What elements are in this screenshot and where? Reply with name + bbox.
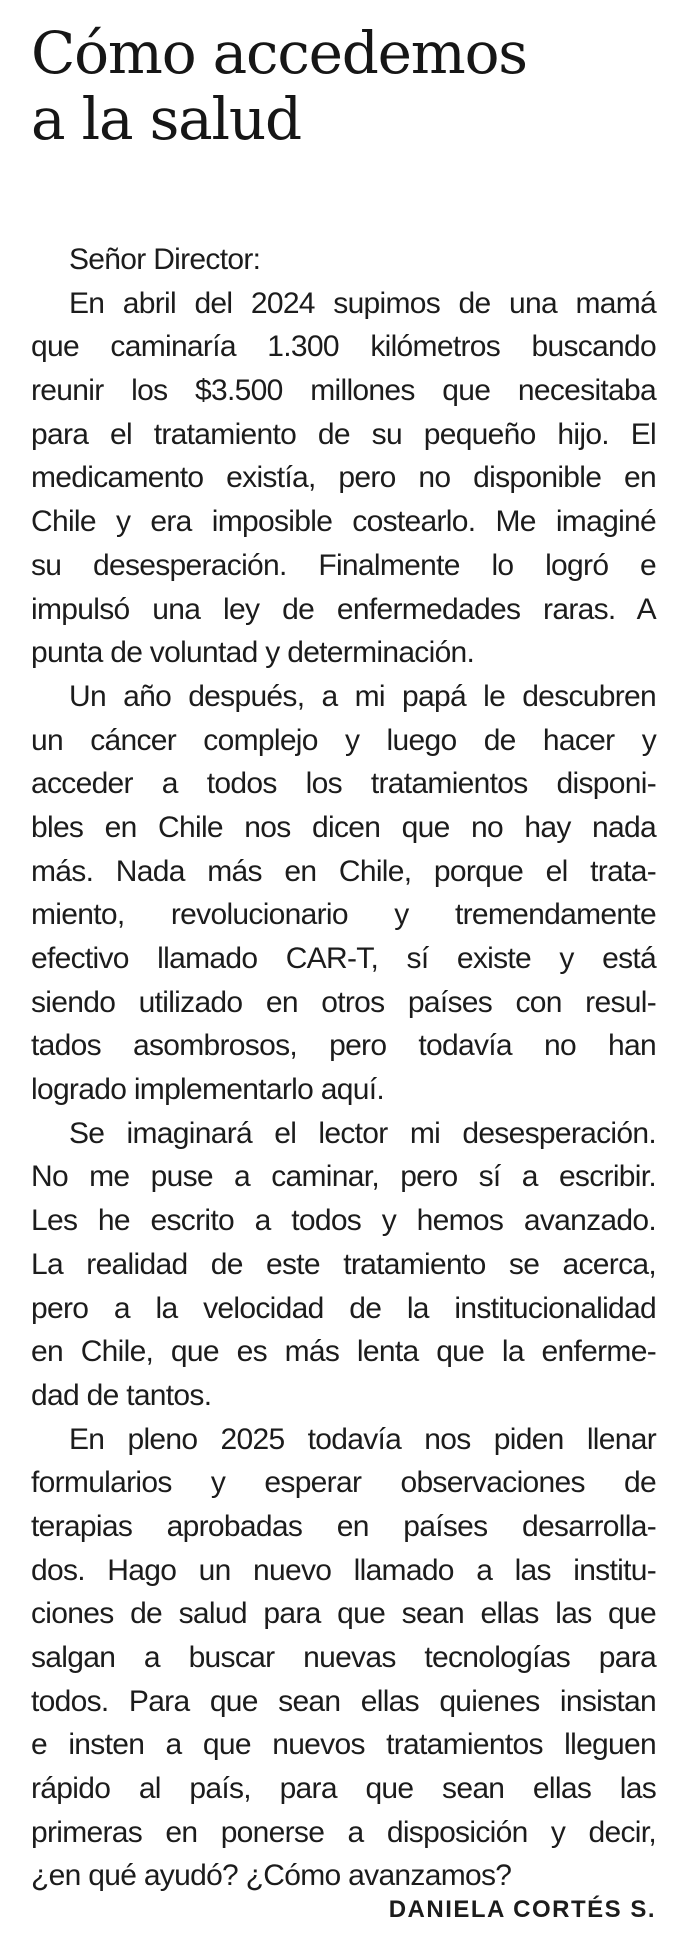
paragraph-4-line: ¿en qué ayudó? ¿Cómo avanzamos? xyxy=(31,1859,512,1893)
author-signature: DANIELA CORTÉS S. xyxy=(388,1896,656,1923)
paragraph-3-line: La realidad de este tratamiento se acerca, xyxy=(31,1247,656,1281)
letter-body xyxy=(31,238,656,1898)
paragraph-1-line: reunir los $3.500 millones que necesitaba xyxy=(31,374,656,408)
paragraph-2-line: tados asombrosos, pero todavía no han xyxy=(31,1029,656,1063)
headline-line: Cómo accedemos xyxy=(31,19,527,87)
paragraph-1-line: impulsó una ley de enfermedades raras. A xyxy=(31,592,656,626)
paragraph-2-line: Un año después, a mi papá le descubren xyxy=(69,679,656,713)
paragraph-2-line: acceder a todos los tratamientos disponi- xyxy=(31,767,656,801)
paragraph-2-line: un cáncer complejo y luego de hacer y xyxy=(31,723,656,757)
paragraph-4-line: primeras en ponerse a disposición y decir, xyxy=(31,1815,656,1849)
paragraph-4-line: rápido al país, para que sean ellas las xyxy=(31,1772,656,1806)
paragraph-2-line: logrado implementarlo aquí. xyxy=(31,1073,384,1107)
paragraph-1-line: para el tratamiento de su pequeño hijo. El xyxy=(31,417,656,451)
paragraph-4-line: terapias aprobadas en países desarrolla- xyxy=(31,1509,656,1543)
paragraph-2-line: efectivo llamado CAR-T, sí existe y está xyxy=(31,942,656,975)
paragraph-1-line: su desesperación. Finalmente lo logró e xyxy=(31,548,656,582)
headline-line: a la salud xyxy=(31,85,301,153)
paragraph-4-line: dos. Hago un nuevo llamado a las institu- xyxy=(31,1553,656,1587)
paragraph-3-line: pero a la velocidad de la institucionalidad xyxy=(31,1291,656,1325)
salutation: Señor Director: xyxy=(69,243,261,276)
paragraph-4-line: salgan a buscar nuevas tecnologías para xyxy=(31,1641,656,1674)
paragraph-2-line: bles en Chile nos dicen que no hay nada xyxy=(31,810,656,844)
paragraph-1-line: punta de voluntad y determinación. xyxy=(31,636,475,670)
paragraph-1-line: Chile y era imposible costearlo. Me imaginé xyxy=(31,505,656,539)
paragraph-1-line: que caminaría 1.300 kilómetros buscando xyxy=(31,330,656,364)
paragraph-1-line: medicamento existía, pero no disponible en xyxy=(31,461,656,495)
paragraph-3-line: dad de tantos. xyxy=(31,1378,212,1412)
paragraph-3-line: en Chile, que es más lenta que la enfermе- xyxy=(31,1335,656,1369)
paragraph-2-line: más. Nada más en Chile, porque el trata- xyxy=(31,854,656,888)
paragraph-1-line: En abril del 2024 supimos de una mamá xyxy=(69,286,656,320)
paragraph-3-line: Se imaginará el lector mi desesperación. xyxy=(69,1116,656,1150)
paragraph-3-line: No me puse a caminar, pero sí a escribir. xyxy=(31,1160,656,1194)
letter-article xyxy=(31,19,656,1893)
paragraph-4-line: ciones de salud para que sean ellas las que xyxy=(31,1597,656,1631)
paragraph-4-line: todos. Para que sean ellas quienes insistan xyxy=(31,1684,656,1718)
headline xyxy=(31,20,656,152)
paragraph-3-line: Les he escrito a todos y hemos avanzado. xyxy=(31,1204,656,1238)
paragraph-2-line: miento, revolucionario y tremendamente xyxy=(31,898,656,932)
paragraph-4-line: formularios y esperar observaciones de xyxy=(31,1466,656,1500)
paragraph-4-line: En pleno 2025 todavía nos piden llenar xyxy=(69,1422,656,1456)
paragraph-4-line: e insten a que nuevos tratamientos lleguen xyxy=(31,1728,656,1762)
paragraph-2-line: siendo utilizado en otros países con resul- xyxy=(31,985,656,1019)
